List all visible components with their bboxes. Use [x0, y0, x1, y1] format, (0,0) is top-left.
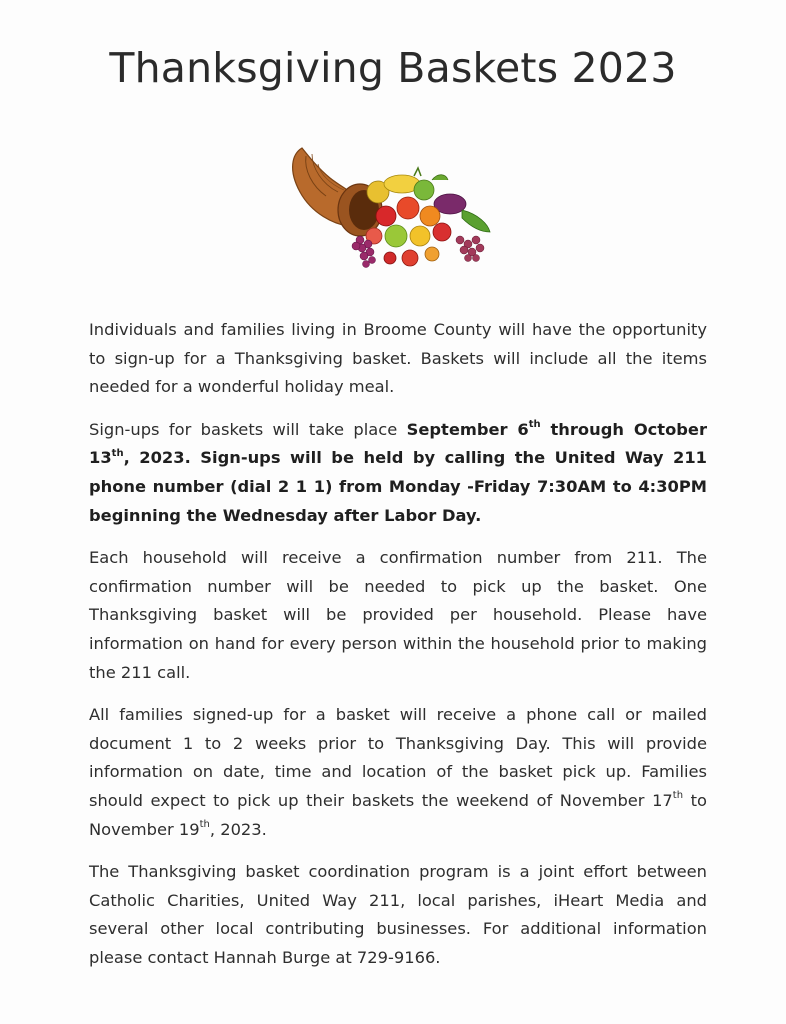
signup-end-date: through October 13: [89, 419, 708, 468]
pickup-year: , 2023.: [209, 819, 267, 839]
body-text: [89, 316, 707, 986]
signup-lead-text: Sign-ups for baskets will take place: [89, 419, 407, 439]
signup-start-date: September 6: [406, 419, 529, 439]
paragraph-confirmation: Each household will receive a confirmation number from 211. The confirmation number will be needed to pick up the basket. One Thanksgiving basket will be provided per household. Please have information on hand for every person within the household prior to making the 211 call.: [89, 548, 707, 682]
page-title: Thanksgiving Baskets 2023: [109, 44, 677, 92]
pickup-end-suffix: th: [199, 819, 210, 831]
paragraph-signup-dates: [89, 416, 707, 530]
paragraph-intro: Individuals and families living in Broome County will have the opportunity to sign-up for a Thanksgiving basket. Baskets will include all the items needed for a wonderful holiday meal.: [89, 320, 707, 397]
pickup-start-suffix: th: [672, 790, 684, 802]
paragraph-contact: The Thanksgiving basket coordination program is a joint effort between Catholic Charities, United Way 211, local parishes, iHeart Media and several other local contributing businesses. For additional information please contact Hannah Burge at 729-9166.: [89, 862, 707, 967]
signup-end-date-suffix: th: [111, 447, 124, 459]
pickup-text: All families signed-up for a basket will receive a phone call or mailed document 1 to 2 weeks prior to Thanksgiving Day. This will provide information on date, time and location of the basket pick up. Families should expect to pick up their baskets the weekend of November 17: [89, 705, 707, 810]
pickup-end-date: to November 19: [89, 790, 707, 839]
signup-start-date-suffix: th: [528, 419, 541, 431]
signup-phone-details: , 2023. Sign-ups will be held by calling the United Way 211 phone number (dial 2 1 1) from Monday -Friday 7:30AM to 4:30PM beginning the Wednesday after Labor Day.: [89, 448, 707, 525]
paragraph-pickup: [89, 701, 707, 844]
cornucopia-icon: [282, 140, 508, 280]
